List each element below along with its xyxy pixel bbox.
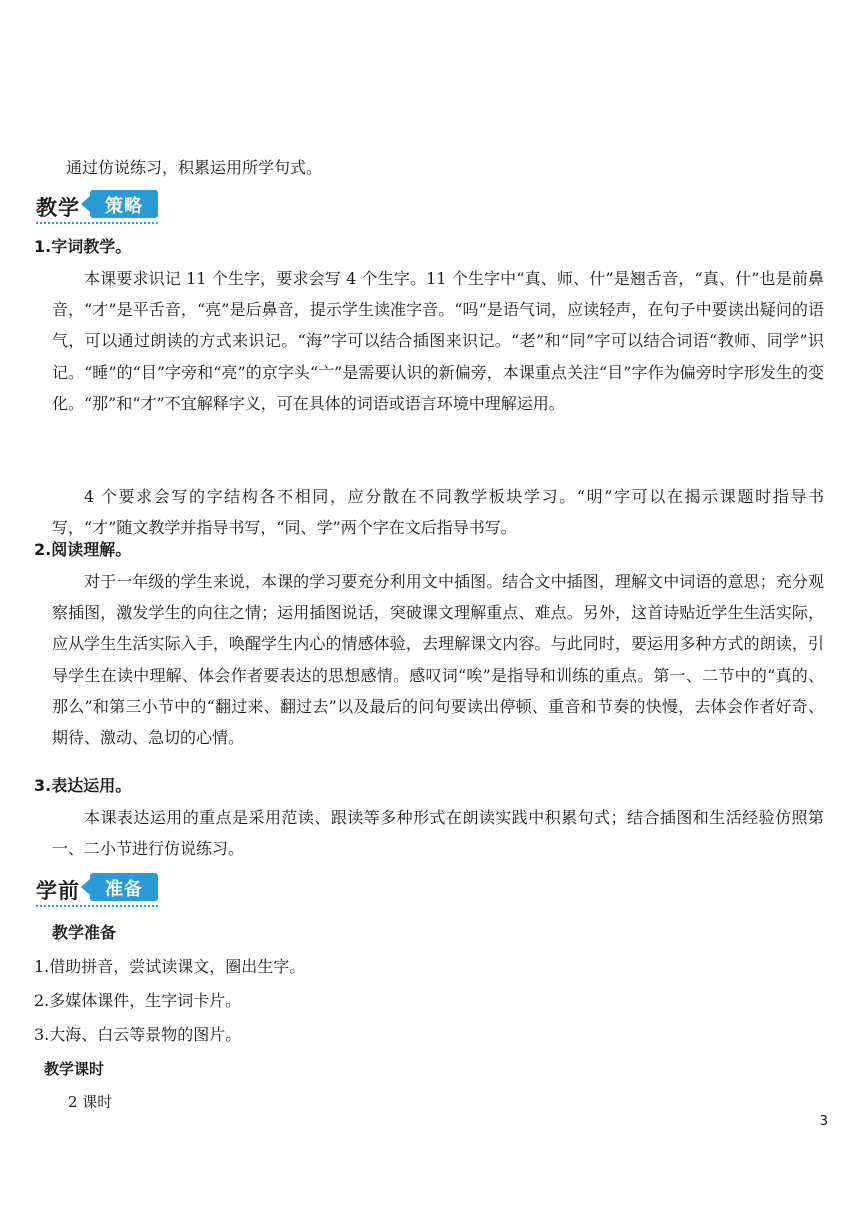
page-number: 3: [819, 1114, 828, 1129]
hours-value: 2 课时: [68, 1093, 113, 1111]
strategy-banner: [36, 190, 160, 224]
prep-banner: [36, 873, 160, 907]
strategy-banner-right: 策略: [105, 196, 143, 217]
intro-line: 通过仿说练习，积累运用所学句式。: [66, 158, 323, 177]
prep-heading: 教学准备: [52, 923, 117, 942]
prep-banner-right: 准备: [105, 879, 143, 900]
hours-heading: 教学课时: [44, 1060, 105, 1078]
strategy-banner-underline: [36, 222, 158, 224]
strategy-banner-tag: [90, 190, 158, 218]
prep-item: 1.借助拼音，尝试读课文，圈出生字。: [34, 957, 306, 976]
prep-item: 3.大海、白云等景物的图片。: [34, 1025, 242, 1044]
section-heading: 2.阅读理解。: [34, 540, 132, 559]
section-heading: 1.字词教学。: [34, 237, 132, 256]
paragraph: 4 个要求会写的字结构各不相同，应分散在不同教学板块学习。“明”字可以在揭示课题时指导书写，“才”随文教学并指导书写，“同、学”两个字在文后指导书写。: [52, 487, 824, 538]
prep-banner-tag: [90, 873, 158, 901]
strategy-banner-left: 教学: [36, 196, 80, 220]
prep-item: 2.多媒体课件，生字词卡片。: [34, 991, 242, 1010]
prep-banner-left: 学前: [36, 879, 80, 903]
section-heading: 3.表达运用。: [34, 776, 132, 795]
paragraph: 本课要求识记 11 个生字，要求会写 4 个生字。11 个生字中“真、师、什”是翘舌音，“真、什”也是前鼻音，“才”是平舌音，“亮”是后鼻音，提示学生读准字音。“吗”是语气词，应读轻声，在句子中要读出疑问的语气，可以通过朗读的方式来识记。“海”字可以结合插图来识记。“老”和“同”字可以结合词语“教师、同学”识记。“睡”的“目”字旁和“亮”的京字头“亠”是需要认识的新偏旁，本课重点关注“目”字作为偏旁时字形发生的变化。“那”和“才”不宜解释字义，可在具体的词语或语言环境中理解运用。: [52, 269, 824, 413]
paragraph: 对于一年级的学生来说，本课的学习要充分利用文中插图。结合文中插图，理解文中词语的意思；充分观察插图，激发学生的向往之情；运用插图说话，突破课文理解重点、难点。另外，这首诗贴近学生生活实际，应从学生生活实际入手，唤醒学生内心的情感体验，去理解课文内容。与此同时，要运用多种方式的朗读，引导学生在读中理解、体会作者要表达的思想感情。感叹词“唉”是指导和训练的重点。第一、二节中的“真的、那么”和第三小节中的“翻过来、翻过去”以及最后的问句要读出停顿、重音和节奏的快慢，去体会作者好奇、期待、激动、急切的心情。: [52, 572, 824, 748]
paragraph: 本课表达运用的重点是采用范读、跟读等多种形式在朗读实践中积累句式；结合插图和生活经验仿照第一、二小节进行仿说练习。: [52, 808, 824, 859]
prep-banner-underline: [36, 905, 158, 907]
